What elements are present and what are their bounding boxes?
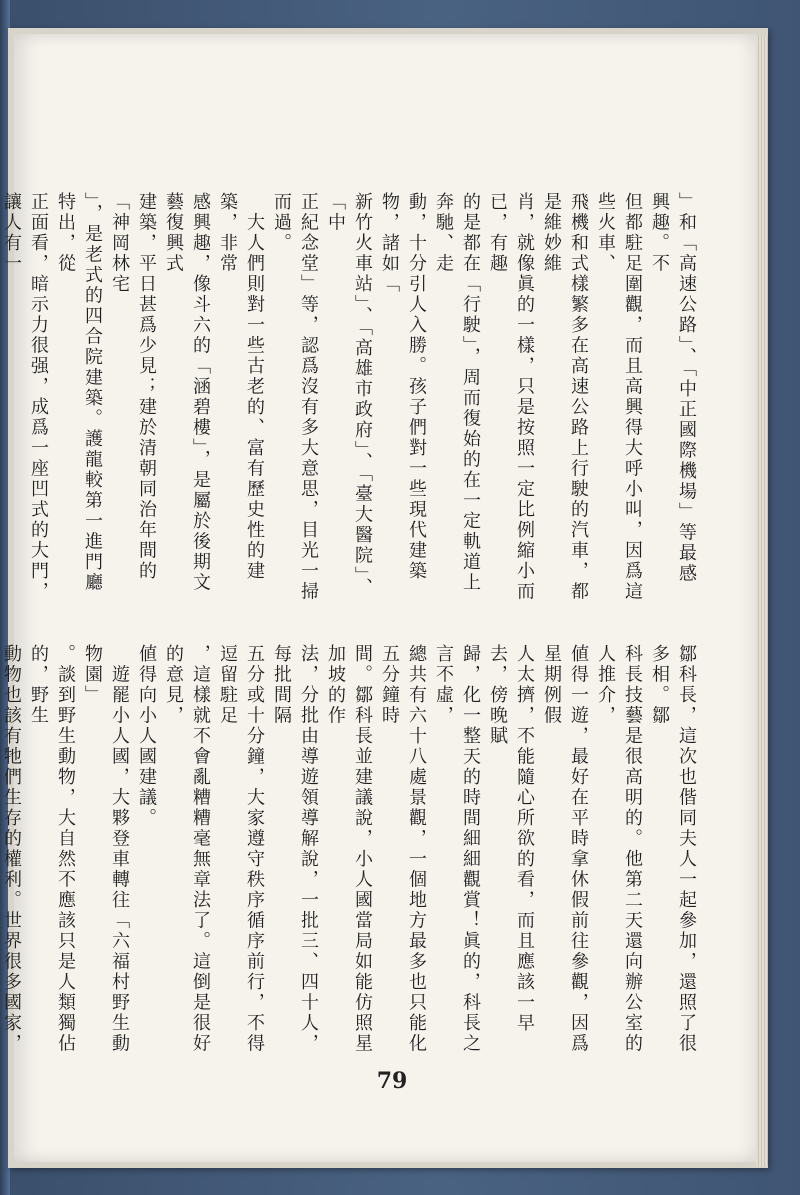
text-column: 感興趣，像斗六的「涵碧樓」，是屬於後期文藝復興式 bbox=[163, 192, 211, 593]
text-column: 正紀念堂」等，認爲沒有多大意思，目光一掃而過。 bbox=[271, 192, 319, 602]
text-column: 肖，就像眞的一樣，只是按照一定比例縮小而已，有趣 bbox=[487, 192, 535, 602]
text-column: 人太擠，不能隨心所欲的看，而且應該一早去，傍晚賦 bbox=[487, 644, 535, 1034]
text-column: 」和「高速公路」、「中正國際機場」等最感興趣。不 bbox=[649, 192, 697, 584]
text-column: ，這樣就不會亂糟糟毫無章法了。這倒是很好的意見， bbox=[163, 644, 211, 1054]
page-edges bbox=[756, 36, 768, 1166]
text-column: 。談到野生動物，大自然不應該只是人類獨佔的，野生 bbox=[28, 644, 76, 1054]
text-column: 飛機和式樣繁多在高速公路上行駛的汽車，都是維妙維 bbox=[541, 192, 589, 602]
text-column: 値得向小人國建議。 bbox=[136, 644, 157, 829]
text-column: 間。鄒科長並建議說，小人國當局如能仿照星加坡的作 bbox=[325, 644, 373, 1054]
top-text-block bbox=[1, 192, 700, 602]
page-number: 79 bbox=[376, 1068, 408, 1094]
text-column: 値得一遊，最好在平時拿休假前往參觀，因爲星期例假 bbox=[541, 644, 589, 1054]
text-column: 建築，平日甚爲少見；建於清朝同治年間的「神岡林宅 bbox=[109, 192, 157, 582]
text-column: 五分或十分鐘，大家遵守秩序循序前行，不得逗留駐足 bbox=[217, 644, 265, 1054]
text-column: 法，分批由導遊領導解說，一批三、四十人，每批間隔 bbox=[271, 644, 319, 1054]
text-column: 歸，化一整天的時間細細觀賞！眞的，科長之言不虛， bbox=[433, 644, 481, 1054]
text-column: 正面看，暗示力很强，成爲一座凹式的大門，讓人有一 bbox=[1, 192, 49, 602]
text-column: 總共有六十八處景觀，一個地方最多也只能化五分鐘時 bbox=[379, 644, 427, 1054]
text-column: 動，十分引人入勝。孩子們對一些現代建築物，諸如「 bbox=[379, 192, 427, 582]
text-column: 鄒科長，這次也偕同夫人一起參加，還照了很多相。鄒 bbox=[649, 644, 697, 1054]
text-column: 動物也該有牠們生存的權利。世界很多國家， bbox=[1, 644, 22, 1054]
text-column: 但都駐足圍觀，而且高興得大呼小叫，因爲這些火車、 bbox=[595, 192, 643, 602]
text-column: 大人們則對一些古老的、富有歷史性的建築，非常 bbox=[217, 192, 265, 582]
text-column: 科長技藝是很高明的。他第二天還向辦公室的人推介， bbox=[595, 644, 643, 1054]
bottom-text-block bbox=[1, 644, 700, 1054]
text-column: 的是都在「行駛」，周而復始的在一定軌道上奔馳、走 bbox=[433, 192, 481, 593]
text-column: 遊罷小人國，大夥登車轉往「六福村野生動物園」 bbox=[82, 644, 130, 1054]
text-column: 新竹火車站」、「高雄市政府」、「臺大醫院」、「中 bbox=[325, 192, 373, 598]
text-column: 」，是老式的四合院建築。護龍較第一進門廳特出，從 bbox=[55, 192, 103, 593]
